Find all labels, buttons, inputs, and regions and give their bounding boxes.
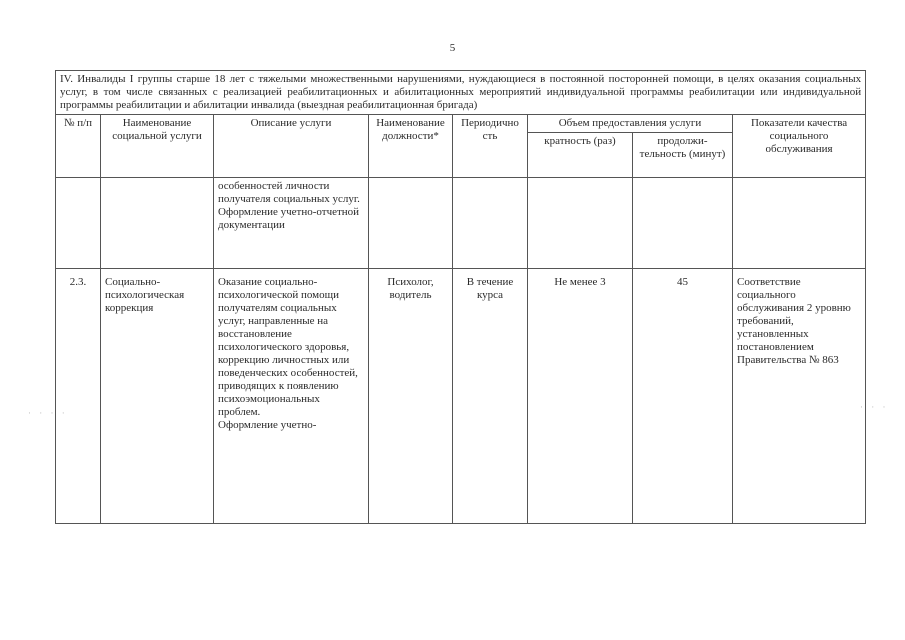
header-volume: Объем предоставления услуги (528, 115, 733, 133)
cell-quality: Соответствие социального обслуживания 2 уровню требований, установленных постановлением Правительства № 863 (733, 269, 866, 524)
table-row-continued (56, 178, 866, 269)
cell-duration: 45 (633, 269, 733, 524)
header-periodicity: Периодично сть (453, 115, 528, 178)
services-table (55, 70, 866, 524)
cell-service-name: Социально-психологическая коррекция (101, 269, 214, 524)
header-quality: Показатели качества социального обслуживания (733, 115, 866, 178)
header-position: Наименование должности* (369, 115, 453, 178)
header-description: Описание услуги (214, 115, 369, 178)
cell-position: Психолог, водитель (369, 269, 453, 524)
cell-periodicity: В течение курса (453, 269, 528, 524)
scan-noise: · · · (860, 402, 889, 412)
page-number: 5 (449, 42, 456, 54)
section-heading: IV. Инвалиды I группы старше 18 лет с тяжелыми множественными нарушениями, нуждающиеся в постоянной посторонней помощи, в целях оказания социальных услуг, в том числе связанных с реализацией реабилитационных и абилитационных мероприятий индивидуальной программы реабилитации или индивидуальной программы реабилитации и абилитации инвалида (выездная реабилитационная бригада) (56, 71, 866, 115)
table-row (56, 269, 866, 524)
header-service-name: Наименование социальной услуги (101, 115, 214, 178)
cell-multiplicity: Не менее 3 (528, 269, 633, 524)
scan-noise: · · · · (28, 408, 68, 418)
cell-description: Оказание социально-психологической помощи получателям социальных услуг, направленные на восстановление психологического здоровья, коррекцию личностных или поведенческих особенностей, приводящих к появлению психоэмоциональных проблем. Оформление учетно- (214, 269, 369, 524)
header-duration: продолжи-тельность (минут) (633, 133, 733, 178)
header-num: № п/п (56, 115, 101, 178)
cell-num: 2.3. (56, 269, 101, 524)
header-multiplicity: кратность (раз) (528, 133, 633, 178)
cell-description-continued: особенностей личности получателя социальных услуг. Оформление учетно-отчетной документации (214, 178, 369, 269)
table-header-row (56, 115, 866, 133)
